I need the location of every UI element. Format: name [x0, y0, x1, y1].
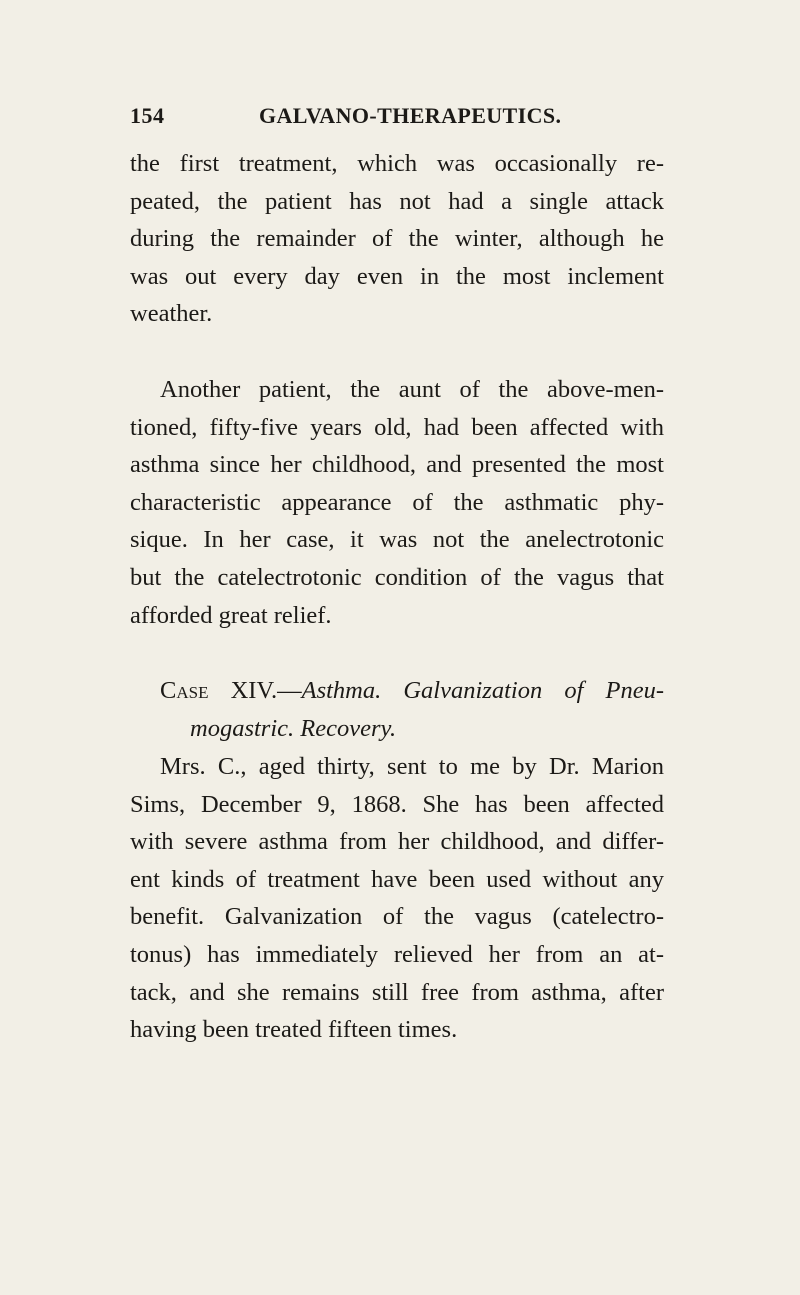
text-line: Sims, December 9, 1868. She has been affected: [130, 790, 664, 818]
text-line: sique. In her case, it was not the anelectrotonic: [130, 526, 664, 554]
text-line: ent kinds of treatment have been used without any: [130, 865, 664, 893]
case-heading: [130, 672, 664, 747]
text-line: tioned, fifty-five years old, had been affected with: [130, 413, 664, 441]
text-line: tonus) has immediately relieved her from an at-: [130, 940, 664, 968]
text-line: tack, and she remains still free from asthma, after: [130, 978, 664, 1006]
text-line: was out every day even in the most inclement: [130, 262, 664, 290]
case-heading-line: [130, 672, 664, 710]
text-line: Mrs. C., aged thirty, sent to me by Dr. Marion: [160, 753, 664, 780]
text-line: during the remainder of the winter, although he: [130, 225, 664, 253]
page-number: 154: [130, 103, 165, 128]
paragraph-another-patient: [130, 371, 664, 634]
case-title-part-2: mogastric. Recovery.: [190, 714, 397, 742]
paragraph-case-description: [130, 748, 664, 1049]
text-line: asthma since her childhood, and presented the most: [130, 451, 664, 479]
text-line: benefit. Galvanization of the vagus (catelectro-: [130, 903, 664, 931]
text-line: Another patient, the aunt of the above-men-: [160, 376, 664, 403]
text-line: characteristic appearance of the asthmatic phy-: [130, 488, 664, 516]
text-line: having been treated fifteen times.: [130, 1016, 458, 1044]
running-title: GALVANO-THERAPEUTICS.: [259, 103, 562, 128]
paragraph-continuation: [130, 145, 664, 333]
case-dash: —: [277, 677, 302, 704]
case-label: Case XIV.: [160, 677, 278, 704]
text-line: weather.: [130, 300, 213, 328]
text-line: but the catelectrotonic condition of the vagus that: [130, 563, 664, 591]
text-line: with severe asthma from her childhood, and differ-: [130, 828, 664, 856]
text-line: the first treatment, which was occasionally re-: [130, 150, 664, 177]
text-line: afforded great relief.: [130, 601, 332, 629]
text-line: peated, the patient has not had a single attack: [130, 187, 664, 215]
case-title-part-1: Asthma. Galvanization of Pneu-: [301, 677, 665, 704]
running-head: [130, 103, 690, 139]
